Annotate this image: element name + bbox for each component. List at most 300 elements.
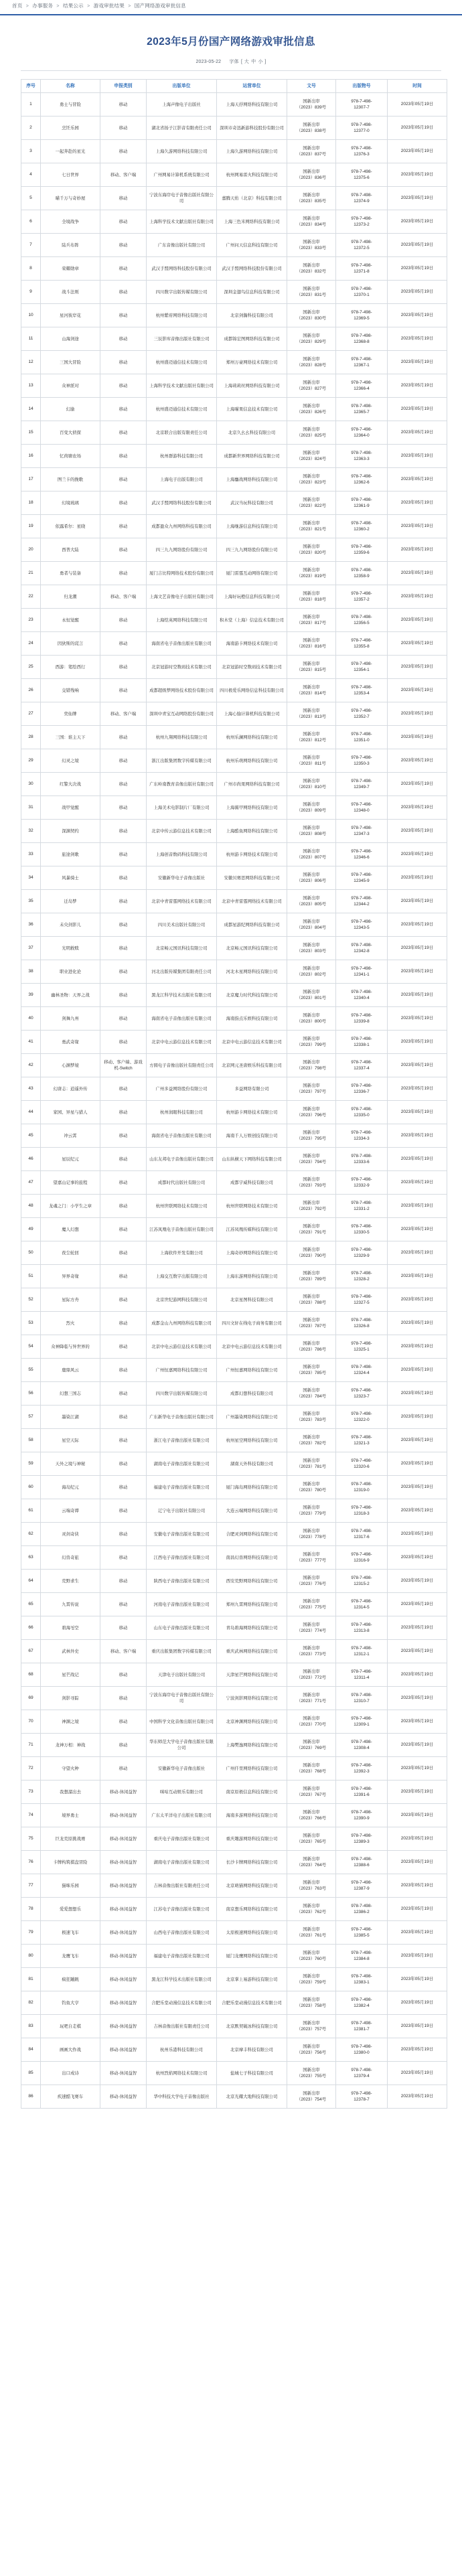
table-head	[21, 80, 447, 93]
cell-operator: 杭州乐澜网络科技有限公司	[217, 726, 287, 749]
cell-category: 移动-休闲益智	[100, 1991, 147, 2015]
cell-index: 74	[21, 1804, 41, 1827]
cell-category: 移动	[100, 1359, 147, 1382]
cell-date: 2023年05月19日	[388, 1757, 447, 1781]
cell-isbn: 978-7-498- 12332-9	[336, 1171, 388, 1195]
cell-isbn: 978-7-498- 12391-6	[336, 1781, 388, 1804]
cell-category: 移动、客户端	[100, 702, 147, 726]
cell-operator: 上海久游网络科技有限公司	[217, 140, 287, 163]
cell-docno: 国新出审 （2023）799号	[287, 1031, 336, 1054]
cell-docno: 国新出审 （2023）768号	[287, 1757, 336, 1781]
cell-category: 移动、客户端、游戏机-Switch	[100, 1054, 147, 1077]
cell-category: 移动	[100, 1570, 147, 1593]
cell-index: 36	[21, 913, 41, 937]
cell-operator: 成都锦宏图网络科技有限公司	[217, 327, 287, 351]
title-block	[0, 15, 462, 71]
cell-docno: 国新出审 （2023）808号	[287, 820, 336, 843]
cell-category: 移动	[100, 1335, 147, 1359]
cell-operator: 宁波剑影网络科技有限公司	[217, 1687, 287, 1710]
cell-isbn: 978-7-498- 12377-0	[336, 117, 388, 140]
cell-name: 众神派对	[41, 374, 100, 398]
cell-name: 幻境琉璃	[41, 491, 100, 515]
cell-isbn: 978-7-498- 12365-7	[336, 398, 388, 421]
table-row	[21, 1804, 447, 1827]
cell-isbn: 978-7-498- 12320-6	[336, 1452, 388, 1476]
cell-name: 全境战争	[41, 210, 100, 234]
cell-category: 移动	[100, 632, 147, 656]
cell-publisher: 湖北省扬子江影音有限责任公司	[147, 117, 217, 140]
cell-date: 2023年05月19日	[388, 1898, 447, 1921]
cell-publisher: 北京世纪游网科技有限公司	[147, 1288, 217, 1312]
cell-date: 2023年05月19日	[388, 491, 447, 515]
cell-publisher: 合肥乐堂动漫信息技术有限公司	[147, 1991, 217, 2015]
col-header-docno: 文号	[287, 80, 336, 93]
cell-index: 72	[21, 1757, 41, 1781]
cell-category: 移动	[100, 609, 147, 632]
font-size-large-button[interactable]: 大	[244, 60, 249, 65]
cell-category: 移动	[100, 1476, 147, 1499]
breadcrumb-item-game-approval[interactable]: 游戏审批结果	[93, 3, 125, 9]
cell-category: 移动	[100, 773, 147, 796]
breadcrumb-separator-icon: >	[87, 4, 90, 9]
col-header-date: 时间	[388, 80, 447, 93]
cell-docno: 国新出审 （2023）784号	[287, 1382, 336, 1406]
table-row	[21, 468, 447, 491]
cell-isbn: 978-7-498- 12355-8	[336, 632, 388, 656]
cell-date: 2023年05月19日	[388, 1804, 447, 1827]
cell-name: 陆兵布阵	[41, 234, 100, 257]
cell-publisher: 广东新华电子音像出版社有限公司	[147, 1406, 217, 1429]
cell-index: 56	[21, 1382, 41, 1406]
cell-docno: 国新出审 （2023）809号	[287, 796, 336, 820]
cell-isbn: 978-7-498- 12378-7	[336, 2085, 388, 2109]
cell-publisher: 广州恒嘉网络科技有限公司	[147, 1359, 217, 1382]
cell-category: 移动	[100, 1148, 147, 1171]
cell-index: 14	[21, 398, 41, 421]
cell-operator: 青岛碧海网络科技有限公司	[217, 1616, 287, 1640]
cell-name: 幻灵之境	[41, 749, 100, 773]
table-row	[21, 1851, 447, 1874]
cell-date: 2023年05月19日	[388, 1476, 447, 1499]
cell-operator: 上海好玩橙信息科技有限公司	[217, 585, 287, 609]
cell-category: 移动	[100, 468, 147, 491]
cell-category: 移动-休闲益智	[100, 1898, 147, 1921]
cell-publisher: 上海美术电影制片厂有限公司	[147, 796, 217, 820]
cell-docno: 国新出审 （2023）826号	[287, 398, 336, 421]
table-row	[21, 2062, 447, 2085]
publish-date: 2023-05-22	[196, 60, 222, 65]
table-row	[21, 632, 447, 656]
cell-operator: 成都宇威科技有限公司	[217, 1171, 287, 1195]
table-row	[21, 1124, 447, 1148]
cell-docno: 国新出审 （2023）769号	[287, 1734, 336, 1757]
cell-index: 34	[21, 866, 41, 890]
cell-category: 移动	[100, 1663, 147, 1687]
cell-operator: 四川极爱乐网络信息科技有限公司	[217, 679, 287, 702]
cell-date: 2023年05月19日	[388, 327, 447, 351]
table-row	[21, 1241, 447, 1265]
cell-operator: 北京剑瀚科技有限公司	[217, 304, 287, 327]
cell-operator: 湖南天外科技有限公司	[217, 1452, 287, 1476]
cell-index: 19	[21, 515, 41, 538]
breadcrumb	[0, 0, 462, 13]
cell-date: 2023年05月19日	[388, 1406, 447, 1429]
cell-docno: 国新出审 （2023）815号	[287, 656, 336, 679]
cell-date: 2023年05月19日	[388, 421, 447, 445]
cell-category: 移动-休闲益智	[100, 2062, 147, 2085]
cell-name: 巨龙荒原挑战赛	[41, 1827, 100, 1851]
cell-date: 2023年05月19日	[388, 2038, 447, 2062]
cell-name: 依露希尔：星晓	[41, 515, 100, 538]
cell-name: 我想溜出去	[41, 1781, 100, 1804]
cell-docno: 国新出审 （2023）789号	[287, 1265, 336, 1288]
cell-publisher: 成都金山九州网络科技有限公司	[147, 1312, 217, 1335]
cell-publisher: 湖南电子音像出版社有限公司	[147, 1851, 217, 1874]
cell-publisher: 河北出版传媒集团有限责任公司	[147, 960, 217, 984]
cell-name: 玩吧自走棋	[41, 2015, 100, 2038]
cell-docno: 国新出审 （2023）839号	[287, 93, 336, 117]
table-row	[21, 1452, 447, 1476]
cell-index: 11	[21, 327, 41, 351]
cell-date: 2023年05月19日	[388, 1007, 447, 1031]
cell-isbn: 978-7-498- 12308-4	[336, 1734, 388, 1757]
cell-date: 2023年05月19日	[388, 679, 447, 702]
cell-publisher: 山西电子音像出版社有限公司	[147, 1921, 217, 1945]
cell-operator: 南京想乐网络科技有限公司	[217, 1898, 287, 1921]
cell-isbn: 978-7-498- 12319-0	[336, 1476, 388, 1499]
cell-name: 九霄传说	[41, 1593, 100, 1616]
cell-index: 59	[21, 1452, 41, 1476]
cell-operator: 杭州世联网络技术有限公司	[217, 1195, 287, 1218]
cell-docno: 国新出审 （2023）827号	[287, 374, 336, 398]
cell-docno: 国新出审 （2023）807号	[287, 843, 336, 866]
cell-name: 画画大作战	[41, 2038, 100, 2062]
cell-index: 43	[21, 1077, 41, 1101]
cell-operator: 盐城七子科技有限公司	[217, 2062, 287, 2085]
cell-category: 移动	[100, 1312, 147, 1335]
cell-operator: 北京中电云游信息技术有限公司	[217, 1031, 287, 1054]
cell-date: 2023年05月19日	[388, 773, 447, 796]
table-row	[21, 656, 447, 679]
cell-name: 龙鹰飞车	[41, 1945, 100, 1968]
cell-date: 2023年05月19日	[388, 1968, 447, 1991]
table-row	[21, 1546, 447, 1570]
cell-isbn: 978-7-498- 12392-3	[336, 1757, 388, 1781]
breadcrumb-separator-icon: >	[25, 4, 29, 9]
table-row	[21, 1007, 447, 1031]
cell-date: 2023年05月19日	[388, 1054, 447, 1077]
table-row	[21, 960, 447, 984]
cell-name: 墨染江湖	[41, 1406, 100, 1429]
table-row	[21, 1570, 447, 1593]
cell-publisher: 四川美术出版社有限公司	[147, 913, 217, 937]
cell-publisher: 江苏电子音像出版社有限公司	[147, 1898, 217, 1921]
cell-category: 移动	[100, 1241, 147, 1265]
cell-category: 移动	[100, 1007, 147, 1031]
breadcrumb-item-results[interactable]: 结果公示	[63, 3, 84, 9]
cell-name: 神渊之境	[41, 1710, 100, 1734]
cell-category: 移动	[100, 281, 147, 304]
cell-date: 2023年05月19日	[388, 1991, 447, 2015]
cell-index: 33	[21, 843, 41, 866]
cell-index: 70	[21, 1710, 41, 1734]
cell-index: 65	[21, 1593, 41, 1616]
cell-publisher: 上海声像电子出版社	[147, 93, 217, 117]
cell-publisher: 广州网易计算机系统有限公司	[147, 163, 217, 187]
cell-name: 出口成诗	[41, 2062, 100, 2085]
cell-docno: 国新出审 （2023）832号	[287, 257, 336, 281]
cell-isbn: 978-7-498- 12352-7	[336, 702, 388, 726]
table-row	[21, 749, 447, 773]
cell-name: 守望火种	[41, 1757, 100, 1781]
cell-index: 49	[21, 1218, 41, 1241]
cell-isbn: 978-7-498- 12327-5	[336, 1288, 388, 1312]
cell-operator: 长沙卡牌网络科技有限公司	[217, 1851, 287, 1874]
cell-index: 68	[21, 1663, 41, 1687]
font-size-medium-button[interactable]: 中	[251, 60, 256, 65]
cell-name: 烹饪乐园	[41, 117, 100, 140]
cell-index: 41	[21, 1031, 41, 1054]
cell-category: 移动	[100, 515, 147, 538]
cell-category: 移动	[100, 562, 147, 585]
cell-publisher: 上海文艺音像电子出版社有限公司	[147, 585, 217, 609]
cell-date: 2023年05月19日	[388, 1640, 447, 1663]
table-row	[21, 890, 447, 913]
table-row	[21, 843, 447, 866]
cell-date: 2023年05月19日	[388, 1499, 447, 1523]
cell-name: 图兰卡的挽歌	[41, 468, 100, 491]
cell-publisher: 天津电子出版社有限公司	[147, 1663, 217, 1687]
table-row	[21, 117, 447, 140]
cell-index: 42	[21, 1054, 41, 1077]
table-row	[21, 820, 447, 843]
cell-name: 奕仙牌	[41, 702, 100, 726]
cell-publisher: 吉林音像出版社有限责任公司	[147, 1874, 217, 1898]
cell-index: 46	[21, 1148, 41, 1171]
cell-date: 2023年05月19日	[388, 843, 447, 866]
cell-docno: 国新出审 （2023）834号	[287, 210, 336, 234]
cell-category: 移动、客户端	[100, 1640, 147, 1663]
cell-operator: 南昌幻兽网络科技有限公司	[217, 1546, 287, 1570]
cell-category: 移动-休闲益智	[100, 1827, 147, 1851]
cell-index: 75	[21, 1827, 41, 1851]
cell-publisher: 上海软件开发有限公司	[147, 1241, 217, 1265]
cell-docno: 国新出审 （2023）777号	[287, 1546, 336, 1570]
cell-date: 2023年05月19日	[388, 1031, 447, 1054]
table-row	[21, 538, 447, 562]
cell-docno: 国新出审 （2023）798号	[287, 1054, 336, 1077]
cell-name: 永恒觉醒	[41, 609, 100, 632]
cell-docno: 国新出审 （2023）823号	[287, 468, 336, 491]
cell-docno: 国新出审 （2023）810号	[287, 773, 336, 796]
cell-operator: 广州恒嘉网络科技有限公司	[217, 1359, 287, 1382]
cell-category: 移动	[100, 1218, 147, 1241]
cell-index: 30	[21, 773, 41, 796]
cell-publisher: 海南省电子音像出版社有限公司	[147, 632, 217, 656]
cell-isbn: 978-7-498- 12307-7	[336, 93, 388, 117]
cell-isbn: 978-7-498- 12376-3	[336, 140, 388, 163]
table-row	[21, 234, 447, 257]
cell-name: 西游：笔绘西行	[41, 656, 100, 679]
cell-date: 2023年05月19日	[388, 1851, 447, 1874]
cell-operator: 杭州游卡网络技术有限公司	[217, 843, 287, 866]
cell-index: 10	[21, 304, 41, 327]
cell-docno: 国新出审 （2023）836号	[287, 163, 336, 187]
cell-publisher: 华中科技大学电子音像出版社	[147, 2085, 217, 2109]
cell-operator: 北京久幺幺科技有限公司	[217, 421, 287, 445]
cell-publisher: 三辰影库音像出版社有限公司	[147, 327, 217, 351]
cell-docno: 国新出审 （2023）778号	[287, 1523, 336, 1546]
cell-category: 移动、客户端	[100, 585, 147, 609]
cell-index: 48	[21, 1195, 41, 1218]
cell-isbn: 978-7-498- 12312-1	[336, 1640, 388, 1663]
cell-operator: 上海继游信息科技有限公司	[217, 515, 287, 538]
cell-publisher: 上海电子出版有限公司	[147, 468, 217, 491]
cell-category: 移动	[100, 93, 147, 117]
cell-publisher: 上海久游网络科技有限公司	[147, 140, 217, 163]
cell-isbn: 978-7-498- 12379-4	[336, 2062, 388, 2085]
cell-name: 武林外史	[41, 1640, 100, 1663]
cell-isbn: 978-7-498- 12310-7	[336, 1687, 388, 1710]
cell-isbn: 978-7-498- 12345-9	[336, 866, 388, 890]
cell-date: 2023年05月19日	[388, 1546, 447, 1570]
cell-publisher: 山东友邦电子音像出版社有限公司	[147, 1148, 217, 1171]
cell-publisher: 宁波东海岸电子音像出版社有限公司	[147, 187, 217, 210]
cell-operator: 合肥乐堂动漫信息技术有限公司	[217, 1991, 287, 2015]
table-row	[21, 1218, 447, 1241]
cell-isbn: 978-7-498- 12326-8	[336, 1312, 388, 1335]
cell-name: 星际方舟	[41, 1288, 100, 1312]
cell-docno: 国新出审 （2023）762号	[287, 1898, 336, 1921]
cell-date: 2023年05月19日	[388, 1124, 447, 1148]
cell-date: 2023年05月19日	[388, 726, 447, 749]
cell-isbn: 978-7-498- 12384-8	[336, 1945, 388, 1968]
cell-publisher: 江西电子音像出版社有限公司	[147, 1546, 217, 1570]
cell-category: 移动	[100, 1195, 147, 1218]
cell-isbn: 978-7-498- 12342-8	[336, 937, 388, 960]
cell-publisher: 广东音像出版社有限公司	[147, 234, 217, 257]
table-row	[21, 1874, 447, 1898]
cell-name: 职业进化论	[41, 960, 100, 984]
table-row	[21, 1710, 447, 1734]
cell-category: 移动	[100, 257, 147, 281]
cell-date: 2023年05月19日	[388, 515, 447, 538]
cell-isbn: 978-7-498- 12390-9	[336, 1804, 388, 1827]
cell-docno: 国新出审 （2023）812号	[287, 726, 336, 749]
cell-index: 15	[21, 421, 41, 445]
breadcrumb-item-services[interactable]: 办事服务	[32, 3, 54, 9]
table-row	[21, 1921, 447, 1945]
cell-docno: 国新出审 （2023）773号	[287, 1640, 336, 1663]
cell-docno: 国新出审 （2023）838号	[287, 117, 336, 140]
breadcrumb-item-home[interactable]: 首页	[12, 3, 23, 9]
cell-category: 移动	[100, 960, 147, 984]
table-row	[21, 866, 447, 890]
cell-docno: 国新出审 （2023）800号	[287, 1007, 336, 1031]
cell-index: 5	[21, 187, 41, 210]
cell-name: 未央剑影儿	[41, 913, 100, 937]
cell-isbn: 978-7-498- 12328-2	[336, 1265, 388, 1288]
cell-category: 移动	[100, 796, 147, 820]
table-row	[21, 257, 447, 281]
cell-publisher: 安徽新华电子音像出版社	[147, 1757, 217, 1781]
cell-index: 38	[21, 960, 41, 984]
cell-isbn: 978-7-498- 12315-2	[336, 1570, 388, 1593]
cell-name: 幻渝	[41, 398, 100, 421]
table-row	[21, 351, 447, 374]
cell-index: 69	[21, 1687, 41, 1710]
cell-isbn: 978-7-498- 12338-1	[336, 1031, 388, 1054]
cell-date: 2023年05月19日	[388, 1312, 447, 1335]
cell-publisher: 北京冠游时空数码技术有限公司	[147, 656, 217, 679]
cell-category: 移动-休闲益智	[100, 1804, 147, 1827]
cell-date: 2023年05月19日	[388, 1452, 447, 1476]
font-size-small-button[interactable]: 小	[258, 60, 263, 65]
cell-operator: 郑州万豪网络技术有限公司	[217, 351, 287, 374]
cell-publisher: 深圳中青宝互动网络股份有限公司	[147, 702, 217, 726]
cell-isbn: 978-7-498- 12358-9	[336, 562, 388, 585]
cell-name: 西普大陆	[41, 538, 100, 562]
cell-isbn: 978-7-498- 12351-0	[336, 726, 388, 749]
cell-index: 45	[21, 1124, 41, 1148]
cell-docno: 国新出审 （2023）804号	[287, 913, 336, 937]
cell-operator: 江苏凤凰传媒科技有限公司	[217, 1218, 287, 1241]
cell-date: 2023年05月19日	[388, 937, 447, 960]
cell-index: 28	[21, 726, 41, 749]
col-header-name: 名称	[41, 80, 100, 93]
cell-operator: 北京中电云游信息技术有限公司	[217, 1335, 287, 1359]
page-bottom-spacer	[0, 2109, 462, 2119]
table-row	[21, 515, 447, 538]
cell-index: 39	[21, 984, 41, 1007]
cell-index: 29	[21, 749, 41, 773]
breadcrumb-item-current[interactable]: 国产网络游戏审批信息	[134, 3, 186, 9]
cell-publisher: 陕西电子音像出版社有限公司	[147, 1570, 217, 1593]
cell-isbn: 978-7-498- 12372-5	[336, 234, 388, 257]
cell-date: 2023年05月19日	[388, 820, 447, 843]
cell-docno: 国新出审 （2023）793号	[287, 1171, 336, 1195]
cell-date: 2023年05月19日	[388, 1218, 447, 1241]
cell-docno: 国新出审 （2023）776号	[287, 1570, 336, 1593]
cell-publisher: 宁波东海岸电子音像出版社有限公司	[147, 1687, 217, 1710]
cell-isbn: 978-7-498- 12323-7	[336, 1382, 388, 1406]
cell-name: 夜尘轮回	[41, 1241, 100, 1265]
cell-index: 26	[21, 679, 41, 702]
cell-isbn: 978-7-498- 12357-2	[336, 585, 388, 609]
cell-name: 星辰纪元	[41, 1148, 100, 1171]
cell-isbn: 978-7-498- 12375-6	[336, 163, 388, 187]
cell-publisher: 北京中电云游信息技术有限公司	[147, 1031, 217, 1054]
cell-operator: 杭州游卡网络技术有限公司	[217, 1101, 287, 1124]
cell-docno: 国新出审 （2023）772号	[287, 1663, 336, 1687]
cell-isbn: 978-7-498- 12354-1	[336, 656, 388, 679]
cell-index: 77	[21, 1874, 41, 1898]
cell-index: 24	[21, 632, 41, 656]
approval-table	[21, 79, 447, 2109]
cell-name: 因狄斯的谎言	[41, 632, 100, 656]
table-row	[21, 913, 447, 937]
cell-category: 移动	[100, 1452, 147, 1476]
meta-divider	[21, 70, 441, 71]
cell-category: 移动	[100, 210, 147, 234]
cell-operator: 广州墨染网络科技有限公司	[217, 1406, 287, 1429]
cell-publisher: 上海科学技术文献出版社有限公司	[147, 210, 217, 234]
cell-docno: 国新出审 （2023）816号	[287, 632, 336, 656]
cell-index: 71	[21, 1734, 41, 1757]
table-row	[21, 1968, 447, 1991]
cell-date: 2023年05月19日	[388, 1241, 447, 1265]
cell-name: 幻兽奇旅	[41, 1546, 100, 1570]
